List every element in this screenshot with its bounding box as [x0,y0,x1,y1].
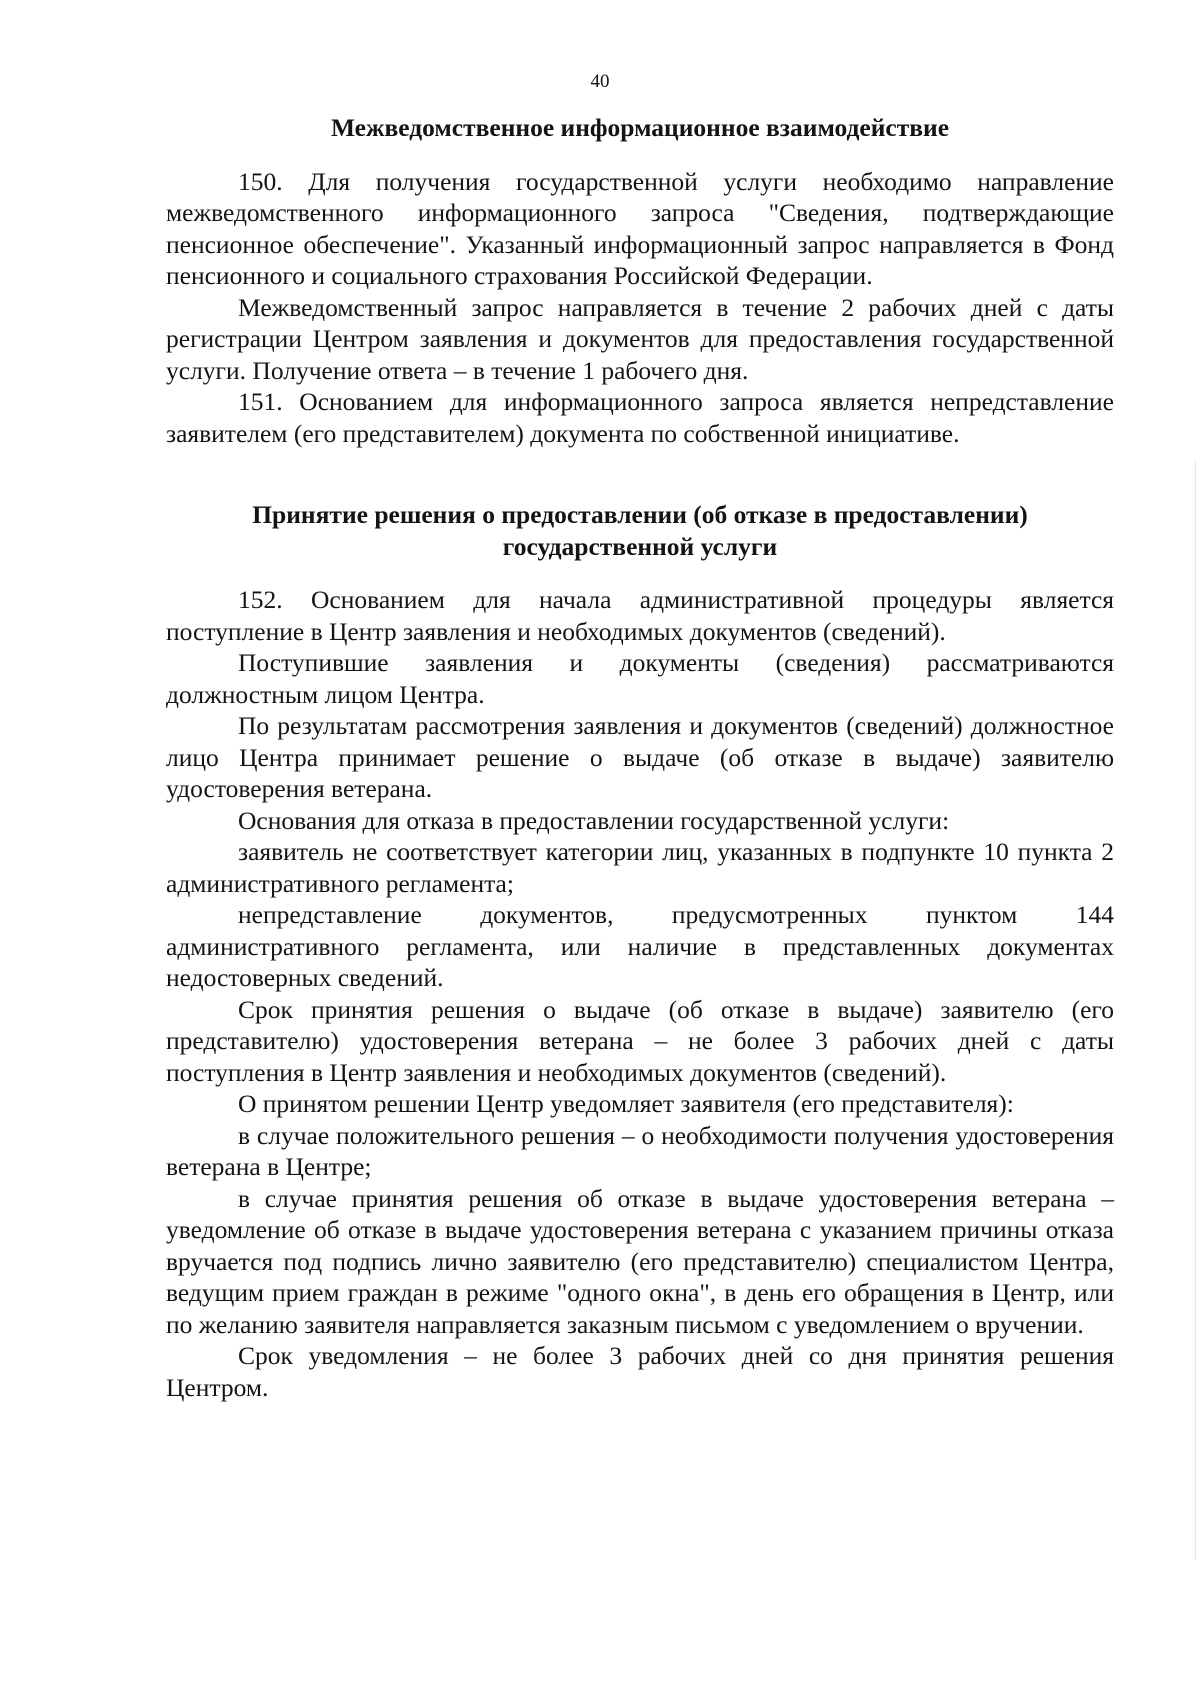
paragraph-interagency-term: Межведомственный запрос направляется в течение 2 рабочих дней с даты регистрации Центром заявления и документов для предоставления государственной услуги. Получение ответа – в течение 1 рабочего дня. [166,292,1114,385]
paragraph-150: 150. Для получения государственной услуги необходимо направление межведомственного информационного запроса "Сведения, подтверждающие пенсионное обеспечение". Указанный информационный запрос направляется в Фонд пенсионного и социального страхования Российской Федерации. [166,166,1114,290]
paragraph-decision-term: Срок принятия решения о выдаче (об отказе в выдаче) заявителю (его представителю) удостоверения ветерана – не более 3 рабочих дней с даты поступления в Центр заявления и необходимых документов (сведений). [166,994,1114,1087]
paragraph-refusal-grounds: Основания для отказа в предоставлении государственной услуги: [238,805,950,835]
paragraph-review-results: По результатам рассмотрения заявления и документов (сведений) должностное лицо Центра принимает решение о выдаче (об отказе в выдаче) заявителю удостоверения ветерана. [166,711,1114,803]
document-body [166,112,1114,1403]
section-heading-decision [166,499,1114,562]
scan-edge-line [1195,460,1196,1560]
paragraph-151: 151. Основанием для информационного запроса является непредставление заявителем (его представителем) документа по собственной инициативе. [166,387,1114,448]
paragraph-refusal-ground-category: заявитель не соответствует категории лиц, указанных в подпункте 10 пункта 2 административного регламента; [166,837,1114,898]
paragraph-152: 152. Основанием для начала административной процедуры является поступление в Центр заявления и необходимых документов (сведений). [166,585,1114,646]
section-heading-decision-line1: Принятие решения о предоставлении (об отказе в предоставлении) [252,500,1028,529]
paragraph-received-docs: Поступившие заявления и документы (сведения) рассматриваются должностным лицом Центра. [166,648,1114,709]
paragraph-refusal-ground-documents: непредставление документов, предусмотренных пунктом 144 административного регламента, или наличие в представленных документах недостоверных сведений. [166,900,1114,992]
paragraph-positive-decision: в случае положительного решения – о необходимости получения удостоверения ветерана в Центре; [166,1120,1114,1181]
paragraph-notification: О принятом решении Центр уведомляет заявителя (его представителя): [238,1089,1014,1118]
page-number: 40 [590,71,610,92]
section-heading-decision-line2: государственной услуги [502,531,778,561]
paragraph-notification-term: Срок уведомления – не более 3 рабочих дней со дня принятия решения Центром. [166,1341,1114,1402]
paragraph-refusal-notification: в случае принятия решения об отказе в выдаче удостоверения ветерана – уведомление об отказе в выдаче удостоверения ветерана с указанием причины отказа вручается под подпись лично заявителю (его представителю) специалистом Центра, ведущим прием граждан в режиме "одного окна", в день его обращения в Центр, или по желанию заявителя направляется заказным письмом с уведомлением о вручении. [166,1183,1114,1339]
section-heading-interagency: Межведомственное информационное взаимодействие [330,113,950,142]
